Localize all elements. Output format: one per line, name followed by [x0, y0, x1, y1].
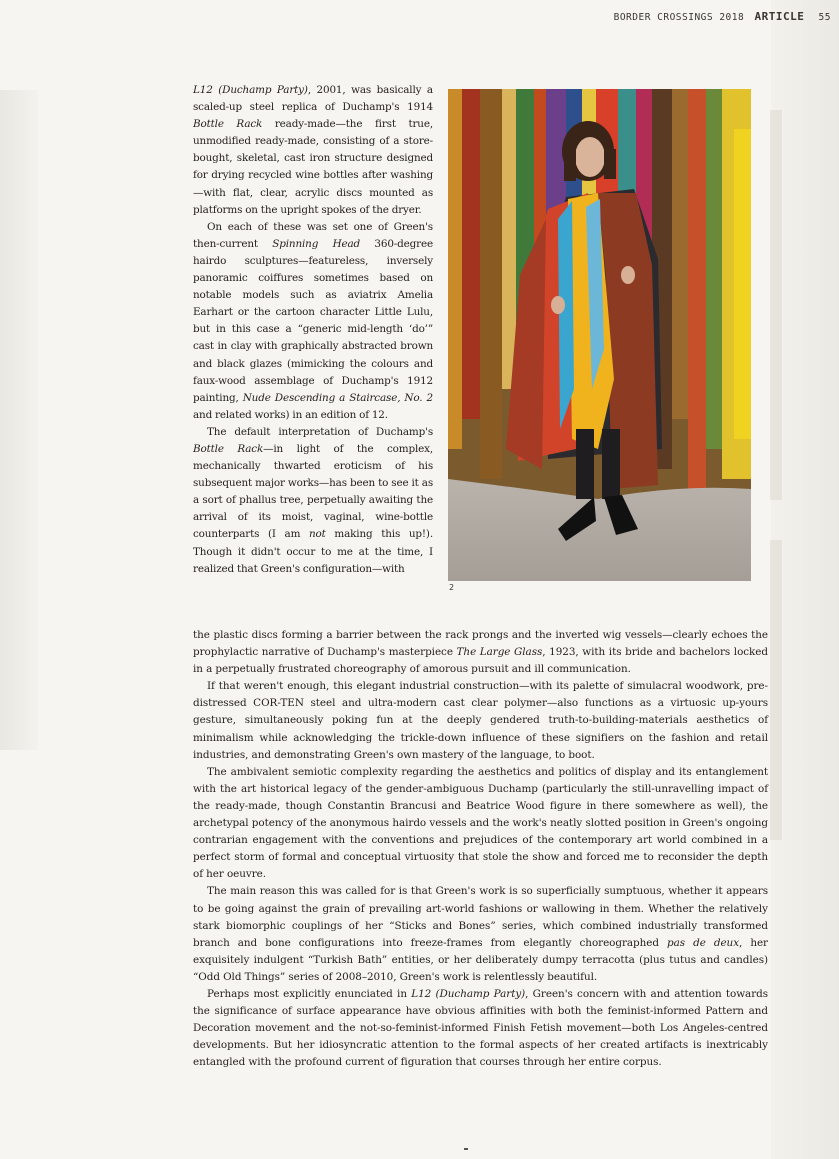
text-run: the plastic discs forming a barrier between the rack prongs and the inverted wig vessels—clearly echoes the prophylactic narrative of Duchamp's masterpiece — [193, 629, 768, 659]
artwork-title: Bottle Rack — [193, 442, 264, 455]
artwork-title: The Large Glass — [456, 646, 543, 659]
emphasis: not — [309, 528, 326, 541]
adjacent-page-edge-left — [0, 90, 38, 750]
photo-woman-in-layered-coats-icon — [448, 89, 751, 581]
paragraph — [193, 764, 768, 884]
text-run: ready-made—the first true, unmodified ready-made, consisting of a store-bought, skeletal, cast iron structure designed for drying recycled wine bottles after washing—with flat, clear, acrylic discs mounted as platforms on the upright spokes of the dryer. — [193, 118, 433, 216]
figure-number: 2 — [449, 583, 455, 592]
publication-name: BORDER CROSSINGS 2018 — [613, 12, 745, 23]
page-footer-mark — [464, 1148, 468, 1150]
section-label: ARTICLE — [754, 10, 805, 23]
running-head — [614, 10, 831, 23]
artwork-title: Bottle Rack — [193, 118, 263, 131]
show-through-block — [770, 540, 782, 840]
text-run: making this up!). Though it didn't occur to me at the time, I realized that Green's configuration—with — [193, 528, 433, 575]
text-run: 360-degree hairdo sculptures—featureless, inversely panoramic coiffures sometimes based on notable models such as aviatrix Amelia Earhart or the cartoon character Little Lulu, but in this case a “generic mid-length ‘do’” cast in clay with graphically abstracted brown and black glazes (mimicking the colours and faux-wood assemblage of Duchamp's 1912 painting, — [193, 237, 433, 404]
text-run: The ambivalent semiotic complexity regarding the aesthetics and politics of display and its entanglement with the art historical legacy of the gender-ambiguous Duchamp (particularly the still-unravelling impact of the ready-made, though Constantin Brancusi and Beatrice Wood figure in there somewhere as well), the archetypal potency of the anonymous hairdo vessels and the work's neatly slotted position in Green's ongoing contrarian engagement with the conventions and prejudices of the contemporary art world combined in a perfect storm of formal and conceptual virtuosity that stole the show and forced me to reconsider the depth of her oeuvre. — [193, 765, 768, 881]
paragraph — [193, 678, 768, 763]
figure-photo — [448, 89, 751, 581]
paragraph — [193, 627, 768, 678]
emphasis: pas de deux — [667, 936, 740, 949]
paragraph — [193, 424, 433, 578]
text-run: On each of these was set one of Green's then-current — [193, 220, 433, 250]
text-run: , Green's concern with and attention towards the significance of surface appearance have obvious affinities with both the feminist-informed Pattern and Decoration movement and the not-so-feminist-informed Finish Fetish movement—both Los Angeles-centred developments. But her idiosyncratic attention to the formal aspects of her created artifacts is inextricably entangled with the profound current of figuration that courses through her entire corpus. — [193, 987, 768, 1069]
text-run: —in light of the complex, mechanically thwarted eroticism of his subsequent major works—has been to see it as a sort of phallus tree, perpetually awaiting the arrival of its moist, vaginal, wine-bottle counterparts (I am — [193, 442, 433, 541]
artwork-title: Nude Descending a Staircase, No. 2 — [242, 391, 433, 404]
text-run: The default interpretation of Duchamp's — [207, 425, 433, 438]
narrow-text-column — [193, 82, 433, 578]
paragraph — [193, 986, 768, 1071]
artwork-title: L12 (Duchamp Party) — [411, 987, 526, 1000]
artwork-title: Spinning Head — [272, 237, 361, 250]
text-run: , her exquisitely indulgent “Turkish Bath” entities, or her deliberately dumpy terracotta (plus tutus and candles) “Odd Old Things” series of 2008–2010, Green's work is relentlessly beautiful. — [193, 936, 768, 983]
text-run: Perhaps most explicitly enunciated in — [207, 987, 412, 1000]
paragraph — [193, 883, 768, 986]
text-run: , 2001, was basically a scaled-up steel replica of Duchamp's 1914 — [193, 84, 433, 114]
text-run: and related works) in an edition of 12. — [193, 408, 388, 421]
text-run: The main reason this was called for is that Green's work is so superficially sumptuous, whether it appears to be going against the grain of prevailing art-world fashions or wallowing in them. Whether the relatively stark biomorphic couplings of her “Sticks and Bones” series, which combined industrially transformed branch and bone configurations into freeze-frames from elegantly choreographed — [193, 885, 768, 949]
text-run: If that weren't enough, this elegant industrial construction—with its palette of simulacral woodwork, pre-distressed COR-TEN steel and ultra-modern cast clear polymer—also functions as a virtuosic up-yours gesture, simultaneously poking fun at the deeply gendered truth-to-building-materials aesthetics of minimalism while acknowledging the trickle-down influence of these signifiers on the fashion and retail industries, and demonstrating Green's own mastery of the language, to boot. — [193, 680, 768, 761]
paragraph — [193, 82, 433, 219]
wide-text-block — [193, 627, 768, 1071]
page-number: 55 — [818, 12, 831, 23]
artwork-title: L12 (Duchamp Party) — [193, 84, 308, 96]
text-run: , 1923, with its bride and bachelors locked in a perpetually frustrated choreography of amorous pursuit and ill communication. — [193, 646, 768, 676]
paragraph — [193, 219, 433, 424]
show-through-block — [770, 110, 782, 500]
